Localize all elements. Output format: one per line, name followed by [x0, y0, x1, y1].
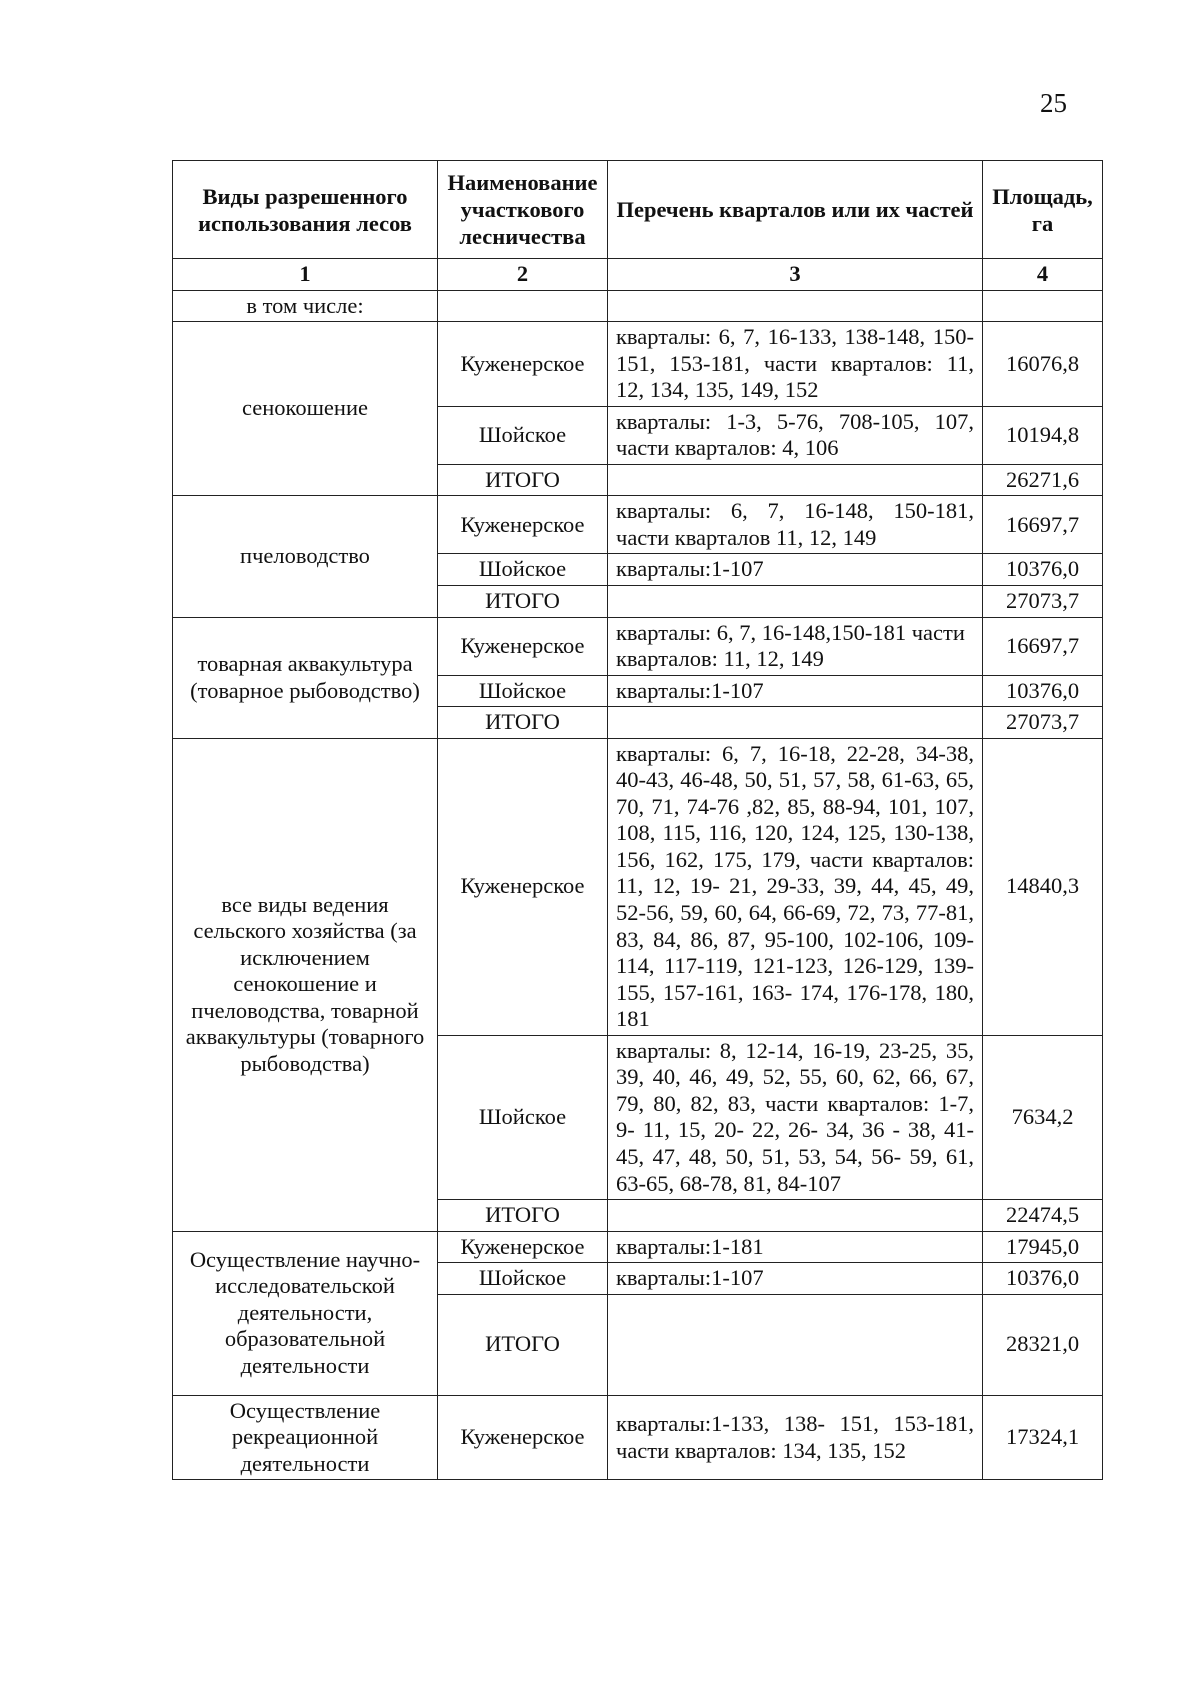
- quarters-cell: кварталы: 6, 7, 16-148, 150-181, части кварталов 11, 12, 149: [608, 496, 983, 554]
- column-number: 4: [983, 259, 1103, 291]
- table-row: [173, 1231, 1103, 1263]
- area-cell: 10376,0: [983, 1263, 1103, 1295]
- use-type-cell: все виды ведения сельского хозяйства (за исключением сенокошение и пчеловодства, товарной аквакультуры (товарного рыбоводства): [173, 738, 438, 1231]
- use-type-cell: сенокошение: [173, 322, 438, 496]
- header-quarters: Перечень кварталов или их частей: [608, 161, 983, 259]
- column-number: 1: [173, 259, 438, 291]
- use-type-cell: Осуществление научно-исследовательской деятельности, образовательной деятельности: [173, 1231, 438, 1395]
- quarters-cell: кварталы: 8, 12-14, 16-19, 23-25, 35, 39, 40, 46, 49, 52, 55, 60, 62, 66, 67, 79, 80, 82, 83, части кварталов: 1-7, 9- 11, 15, 20- 22, 26- 34, 36 - 38, 41-45, 47, 48, 50, 51, 53, 54, 56- 59, 61, 63-65, 68-78, 81, 84-107: [608, 1035, 983, 1199]
- header-area: Площадь, га: [983, 161, 1103, 259]
- column-number-row: [173, 259, 1103, 291]
- area-cell: 16076,8: [983, 322, 1103, 407]
- area-cell: 16697,7: [983, 617, 1103, 675]
- including-row: [173, 290, 1103, 322]
- area-cell: 16697,7: [983, 496, 1103, 554]
- column-number: 2: [438, 259, 608, 291]
- including-label: в том числе:: [173, 290, 438, 322]
- area-cell: 17945,0: [983, 1231, 1103, 1263]
- district-cell: Куженерское: [438, 1395, 608, 1480]
- quarters-cell: кварталы:1-107: [608, 1263, 983, 1295]
- district-cell: Куженерское: [438, 322, 608, 407]
- total-label: ИТОГО: [438, 707, 608, 739]
- district-cell: Шойское: [438, 1035, 608, 1199]
- total-area: 27073,7: [983, 707, 1103, 739]
- quarters-cell: кварталы: 6, 7, 16-148,150-181 части кварталов: 11, 12, 149: [608, 617, 983, 675]
- quarters-cell: кварталы:1-133, 138- 151, 153-181, части кварталов: 134, 135, 152: [608, 1395, 983, 1480]
- area-cell: 17324,1: [983, 1395, 1103, 1480]
- use-type-cell: товарная аквакультура (товарное рыбоводство): [173, 617, 438, 738]
- total-area: 26271,6: [983, 464, 1103, 496]
- use-type-cell: Осуществление рекреационной деятельности: [173, 1395, 438, 1480]
- area-cell: 7634,2: [983, 1035, 1103, 1199]
- total-area: 27073,7: [983, 586, 1103, 618]
- header-row: [173, 161, 1103, 259]
- column-number: 3: [608, 259, 983, 291]
- forest-use-table: [172, 160, 1103, 1480]
- total-label: ИТОГО: [438, 464, 608, 496]
- quarters-cell: кварталы: 6, 7, 16-18, 22-28, 34-38, 40-43, 46-48, 50, 51, 57, 58, 61-63, 65, 70, 71, 74-76 ,82, 85, 88-94, 101, 107, 108, 115, 116, 120, 124, 125, 130-138, 156, 162, 175, 179, части кварталов: 11, 12, 19- 21, 29-33, 39, 44, 45, 49, 52-56, 59, 60, 64, 66-69, 72, 73, 77-81, 83, 84, 86, 87, 95-100, 102-106, 109-114, 117-119, 121-123, 126-129, 139-155, 157-161, 163- 174, 176-178, 180, 181: [608, 738, 983, 1035]
- area-cell: 10194,8: [983, 406, 1103, 464]
- district-cell: Шойское: [438, 1263, 608, 1295]
- quarters-cell: кварталы:1-107: [608, 675, 983, 707]
- area-cell: 10376,0: [983, 675, 1103, 707]
- quarters-cell: кварталы:1-107: [608, 554, 983, 586]
- total-label: ИТОГО: [438, 586, 608, 618]
- total-label: ИТОГО: [438, 1294, 608, 1395]
- district-cell: Шойское: [438, 554, 608, 586]
- area-cell: 10376,0: [983, 554, 1103, 586]
- total-area: 22474,5: [983, 1200, 1103, 1232]
- district-cell: Куженерское: [438, 738, 608, 1035]
- district-cell: Куженерское: [438, 1231, 608, 1263]
- district-cell: Куженерское: [438, 496, 608, 554]
- table-row: [173, 738, 1103, 1035]
- area-cell: 14840,3: [983, 738, 1103, 1035]
- table-row: [173, 617, 1103, 675]
- district-cell: Куженерское: [438, 617, 608, 675]
- page-number: 25: [1040, 88, 1067, 118]
- total-area: 28321,0: [983, 1294, 1103, 1395]
- header-district: Наименование участкового лесничества: [438, 161, 608, 259]
- table-row: [173, 496, 1103, 554]
- district-cell: Шойское: [438, 675, 608, 707]
- table-row: [173, 1395, 1103, 1480]
- quarters-cell: кварталы: 1-3, 5-76, 708-105, 107, части кварталов: 4, 106: [608, 406, 983, 464]
- use-type-cell: пчеловодство: [173, 496, 438, 617]
- quarters-cell: кварталы:1-181: [608, 1231, 983, 1263]
- quarters-cell: кварталы: 6, 7, 16-133, 138-148, 150-151, 153-181, части кварталов: 11, 12, 134, 135, 149, 152: [608, 322, 983, 407]
- table-row: [173, 322, 1103, 407]
- header-use-type: Виды разрешенного использования лесов: [173, 161, 438, 259]
- total-label: ИТОГО: [438, 1200, 608, 1232]
- district-cell: Шойское: [438, 406, 608, 464]
